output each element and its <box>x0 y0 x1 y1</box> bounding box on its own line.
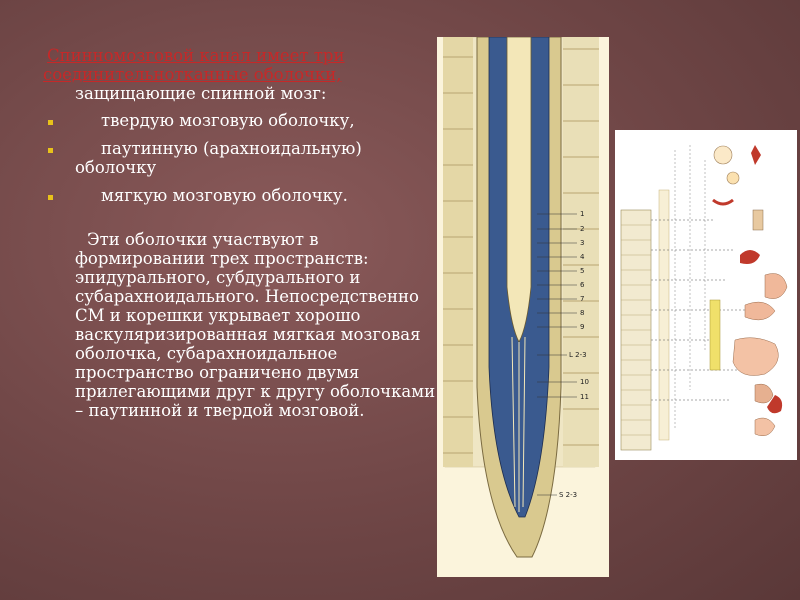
slide-title <box>43 46 438 103</box>
figure-label: 8 <box>580 309 585 317</box>
bullet-item <box>43 111 438 130</box>
figure-label: 11 <box>580 393 589 401</box>
figure-label: 9 <box>580 323 585 331</box>
figure-label: L 2-3 <box>569 351 587 359</box>
spinal-canal-illustration <box>437 37 609 577</box>
text-block <box>43 46 438 420</box>
title-link[interactable]: Спинномозговой канал имеет три соединительнотканные оболочки, <box>43 46 345 84</box>
nervous-system-svg <box>615 130 797 460</box>
title-rest: защищающие спинной мозг: <box>75 84 327 103</box>
bullet-list <box>43 111 438 205</box>
figure-label: 1 <box>580 210 585 218</box>
figure-label: 7 <box>580 295 585 303</box>
body-paragraph: Эти оболочки участвуют в формировании трех пространств: эпидурального, субдурального и субарахноидального. Непосредственно СМ и корешки укрывает хорошо васкуляризированная мягкая мозговая оболочка, субарахноидальное пространство ограничено двумя прилегающими друг к другу оболочками – паутинной и твердой мозговой. <box>75 230 436 420</box>
figure-label: S 2-3 <box>559 491 578 499</box>
nervous-system-illustration <box>615 130 797 460</box>
figure-label: 10 <box>580 378 589 386</box>
bullet-text: мягкую мозговую оболочку. <box>101 186 348 205</box>
bullet-item <box>43 139 438 177</box>
bullet-square-icon <box>48 120 53 125</box>
bullet-item <box>43 186 438 205</box>
figure-label: 6 <box>580 281 585 289</box>
figure-label: 5 <box>580 267 585 275</box>
figure-label: 2 <box>580 225 585 233</box>
spinal-canal-svg <box>437 37 609 577</box>
bullet-square-icon <box>48 148 53 153</box>
bullet-square-icon <box>48 195 53 200</box>
bullet-text: твердую мозговую оболочку, <box>101 111 355 130</box>
figure-label: 4 <box>580 253 585 261</box>
figure-label: 3 <box>580 239 585 247</box>
bullet-text: паутинную (арахноидальную) оболочку <box>75 139 362 177</box>
